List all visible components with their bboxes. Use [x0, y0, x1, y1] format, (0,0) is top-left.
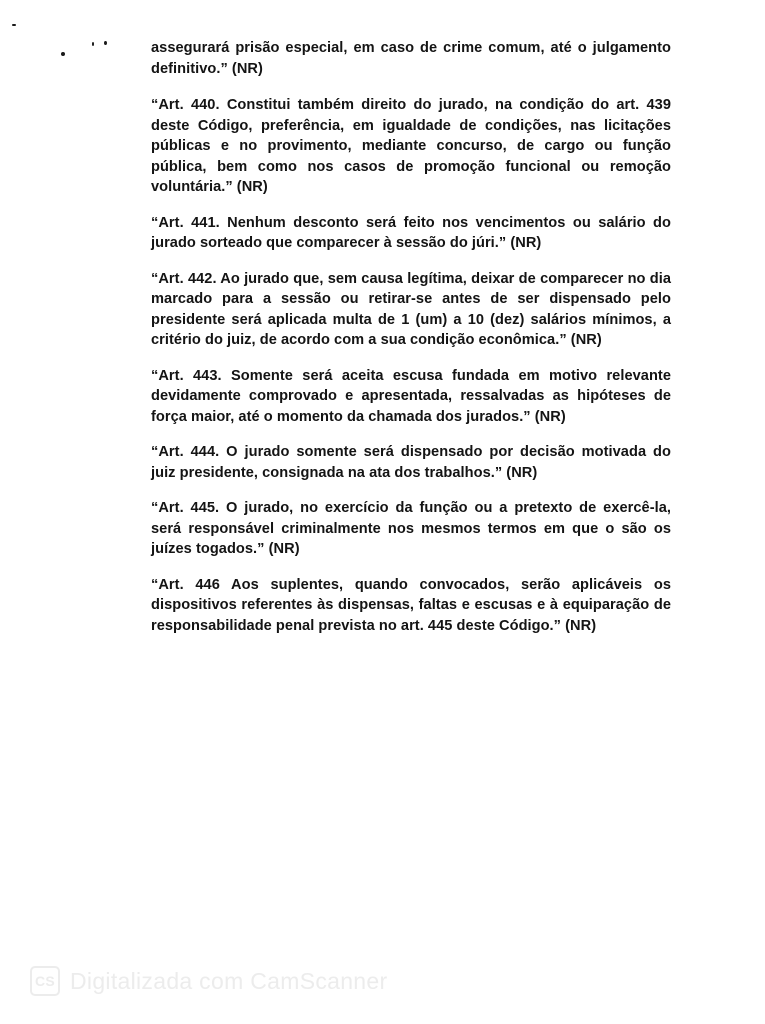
- paragraph-art-440: “Art. 440. Constitui também direito do jurado, na condição do art. 439 deste Código, preferência, em igualdade de condições, nas licitações públicas e no provimento, mediante concurso, de cargo ou função pública, bem como nos casos de promoção funcional ou remoção voluntária.” (NR): [151, 97, 671, 195]
- scan-speck: [92, 42, 94, 46]
- paragraph-art-443: “Art. 443. Somente será aceita escusa fundada em motivo relevante devidamente comprovado e apresentada, ressalvadas as hipóteses de força maior, até o momento da chamada dos jurados.” (NR): [151, 367, 671, 425]
- paragraph-art-442: “Art. 442. Ao jurado que, sem causa legítima, deixar de comparecer no dia marcado para a sessão ou retirar-se antes de ser dispensado pelo presidente será aplicada multa de 1 (um) a 10 (dez) salários mínimos, a critério do juiz, de acordo com a sua condição econômica.” (NR): [151, 270, 671, 348]
- scan-speck: [104, 41, 107, 45]
- camscanner-logo-icon: CS: [30, 966, 60, 996]
- paragraph-art-444: “Art. 444. O jurado somente será dispensado por decisão motivada do juiz presidente, consignada na ata dos trabalhos.” (NR): [151, 444, 671, 481]
- scan-speck: [61, 52, 65, 56]
- scan-speck: [12, 24, 16, 26]
- paragraph-continuation: assegurará prisão especial, em caso de crime comum, até o julgamento definitivo.” (NR): [151, 40, 671, 77]
- paragraph-art-441: “Art. 441. Nenhum desconto será feito nos vencimentos ou salário do jurado sorteado que comparecer à sessão do júri.” (NR): [151, 214, 671, 251]
- paragraph-art-446: “Art. 446 Aos suplentes, quando convocados, serão aplicáveis os dispositivos referentes às dispensas, faltas e escusas e à equiparação de responsabilidade penal prevista no art. 445 deste Código.” (NR): [151, 576, 671, 634]
- document-body: [151, 38, 671, 651]
- watermark-text: Digitalizada com CamScanner: [70, 967, 388, 994]
- paragraph-art-445: “Art. 445. O jurado, no exercício da função ou a pretexto de exercê-la, será responsável criminalmente nos mesmos termos em que o são os juízes togados.” (NR): [151, 500, 671, 557]
- camscanner-watermark: [30, 966, 387, 996]
